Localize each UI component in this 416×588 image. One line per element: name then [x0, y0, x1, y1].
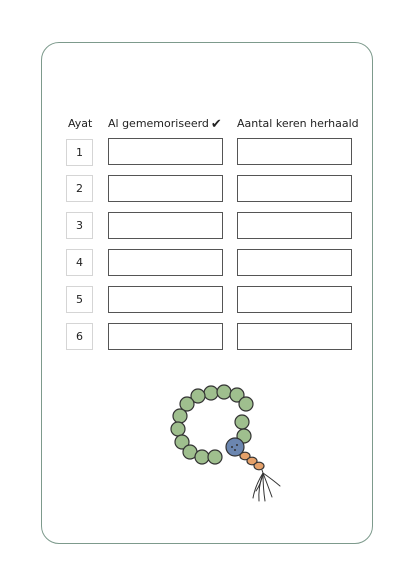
memorized-cell[interactable] — [108, 212, 223, 239]
ayat-number-box: 4 — [66, 249, 93, 276]
memorized-cell[interactable] — [108, 138, 223, 165]
ayat-number-box: 1 — [66, 139, 93, 166]
check-icon: ✔ — [210, 117, 222, 132]
repeat-count-cell[interactable] — [237, 323, 352, 350]
repeat-count-cell[interactable] — [237, 212, 352, 239]
ayat-number-box: 2 — [66, 175, 93, 202]
repeat-count-cell[interactable] — [237, 175, 352, 202]
memorized-cell[interactable] — [108, 286, 223, 313]
memorized-cell[interactable] — [108, 175, 223, 202]
prayer-beads-icon — [160, 380, 290, 505]
ayat-number-box: 3 — [66, 212, 93, 239]
memorized-cell[interactable] — [108, 249, 223, 276]
repeat-count-cell[interactable] — [237, 138, 352, 165]
header-memorized — [108, 117, 222, 132]
ayat-number-box: 6 — [66, 323, 93, 350]
ayat-number-box: 5 — [66, 286, 93, 313]
header-repeated: Aantal keren herhaald — [237, 117, 359, 130]
memorized-cell[interactable] — [108, 323, 223, 350]
repeat-count-cell[interactable] — [237, 249, 352, 276]
header-ayat: Ayat — [68, 117, 93, 130]
repeat-count-cell[interactable] — [237, 286, 352, 313]
header-memorized-label: Al gememoriseerd — [108, 117, 209, 130]
